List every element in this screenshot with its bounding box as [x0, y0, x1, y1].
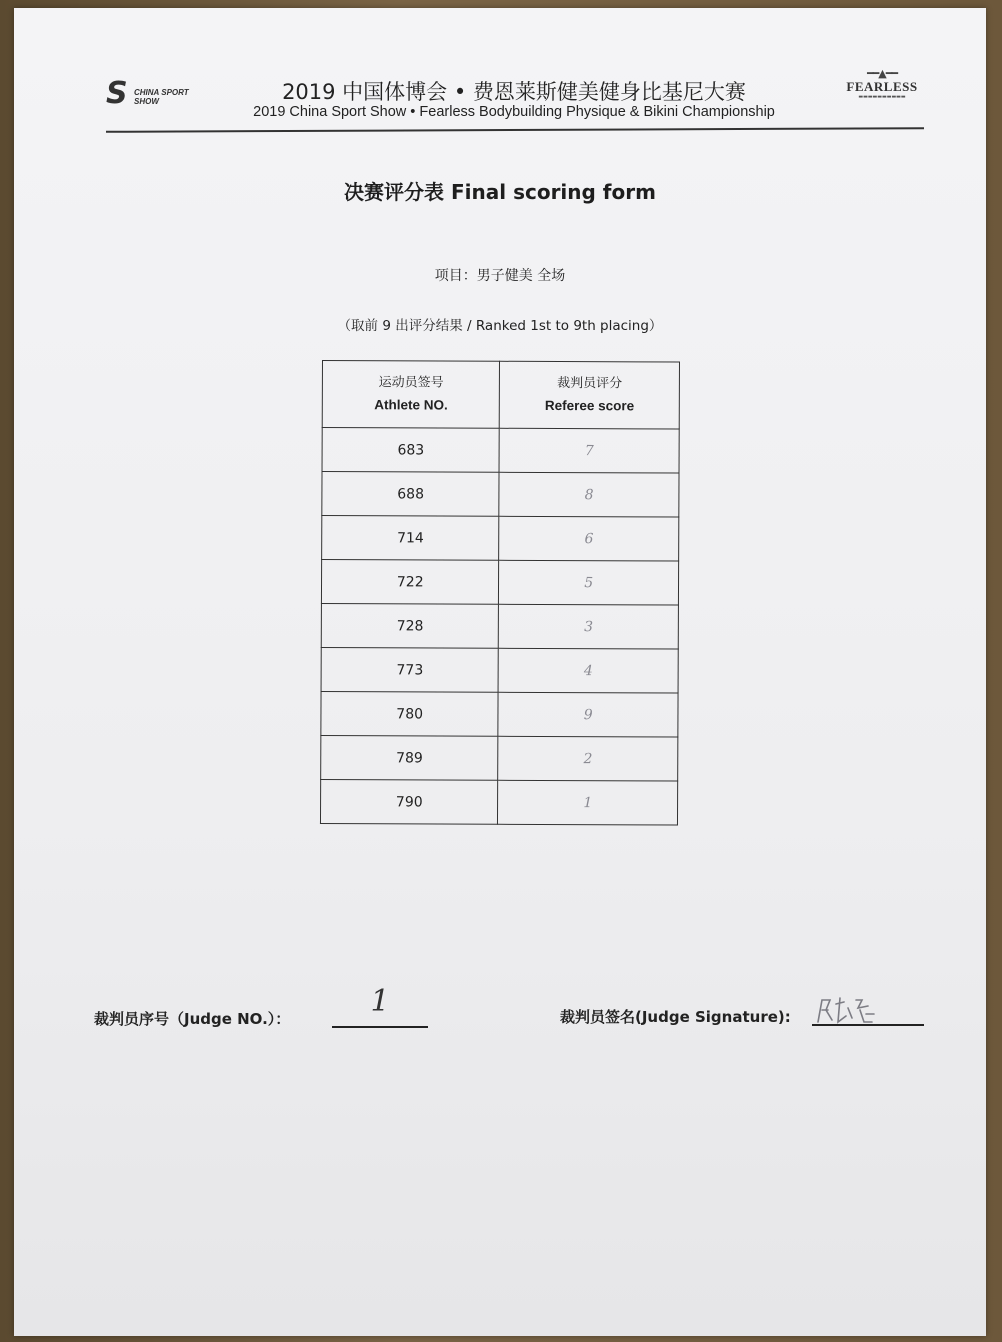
table-header-row: [322, 361, 679, 430]
athlete-no-header-en: Athlete NO.: [374, 397, 448, 413]
judge-number-line: [332, 1026, 428, 1028]
athlete-number: 714: [322, 516, 500, 561]
scoring-table: [320, 360, 680, 826]
athlete-number: 790: [320, 779, 498, 824]
logo-right-text: FEARLESS: [846, 79, 918, 94]
ranking-note: （取前 9 出评分结果 / Ranked 1st to 9th placing）: [337, 318, 663, 334]
form-title: 决赛评分表 Final scoring form: [344, 180, 656, 204]
handwritten-score: 8: [499, 472, 679, 517]
handwritten-score: 3: [499, 604, 679, 649]
athlete-number: 722: [321, 560, 499, 605]
handwritten-score: 5: [499, 560, 679, 605]
table-row: [321, 560, 678, 606]
handwritten-score: 1: [498, 780, 678, 825]
handwritten-score: 6: [499, 516, 679, 561]
judge-signature-label: 裁判员签名(Judge Signature):: [560, 1008, 791, 1026]
athlete-no-header: [322, 361, 500, 429]
athlete-number: 688: [322, 472, 500, 517]
judge-number-value: 1: [370, 984, 390, 1019]
referee-score-header-en: Referee score: [544, 397, 635, 414]
judge-signature: [814, 994, 894, 1028]
referee-score-header: [500, 361, 680, 429]
header-title-cn: 2019 中国体博会 • 费恩莱斯健美健身比基尼大赛: [282, 80, 746, 104]
judge-number-label: 裁判员序号（Judge NO.）：: [94, 1010, 291, 1028]
handwritten-score: 9: [498, 692, 678, 737]
table-row: [321, 735, 678, 781]
table-row: [321, 603, 678, 649]
fearless-logo: [840, 68, 924, 108]
athlete-number: 780: [321, 691, 499, 736]
table-row: [322, 472, 679, 518]
logo-left-text: CHINA SPORT SHOW: [134, 88, 189, 106]
referee-score-header-cn: 裁判员评分: [557, 376, 623, 392]
table-row: [321, 691, 678, 737]
event-category: 项目：男子健美 全场: [434, 268, 566, 284]
china-sport-show-logo: [106, 78, 206, 114]
handwritten-score: 4: [499, 648, 679, 693]
handwritten-score: 7: [499, 428, 679, 473]
table-row: [321, 647, 678, 693]
athlete-no-header-cn: 运动员签号: [378, 375, 444, 391]
judge-signature-line: [812, 1024, 924, 1026]
logo-right-sub: ▬▬▬▬▬▬▬▬▬▬: [858, 94, 906, 100]
athlete-number: 773: [321, 647, 499, 692]
header-title-en: 2019 China Sport Show • Fearless Bodybuilding Physique & Bikini Championship: [253, 104, 775, 120]
handwritten-score: 2: [498, 736, 678, 781]
header-divider: [106, 127, 924, 133]
athlete-number: 789: [321, 735, 499, 780]
table-row: [322, 516, 679, 562]
table-row: [322, 428, 679, 474]
table-row: [320, 779, 677, 825]
athlete-silhouette-icon: ━━▲━━: [867, 67, 897, 80]
logo-mark-icon: S: [106, 76, 128, 111]
athlete-number: 728: [321, 603, 499, 648]
athlete-number: 683: [322, 428, 500, 473]
